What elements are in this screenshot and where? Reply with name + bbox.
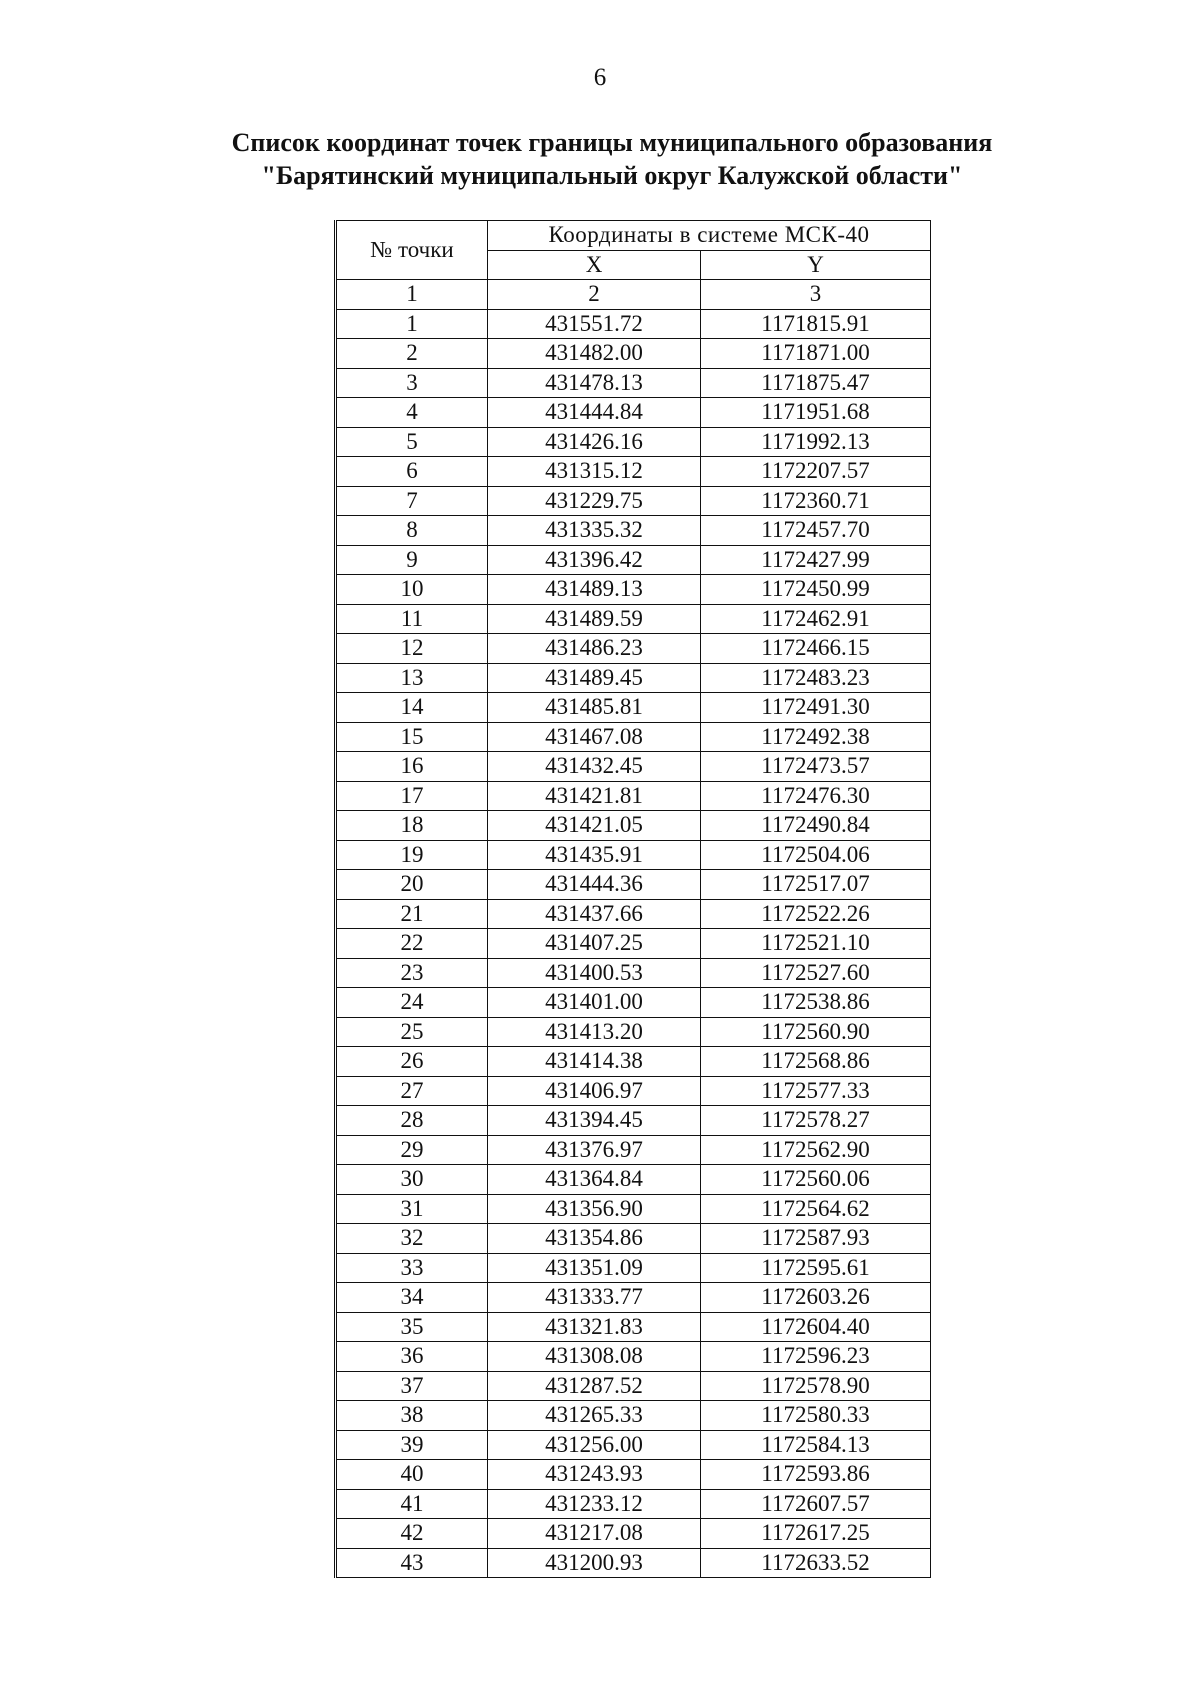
y-coordinate-cell: 1172521.10 <box>701 929 931 959</box>
table-row <box>336 958 931 988</box>
page-number: 6 <box>593 64 607 91</box>
y-coordinate-cell: 1172483.23 <box>701 663 931 693</box>
table-row <box>336 988 931 1018</box>
y-coordinate-cell: 1172490.84 <box>701 811 931 841</box>
y-coordinate-cell: 1172584.13 <box>701 1430 931 1460</box>
table-row <box>336 398 931 428</box>
point-number-cell: 2 <box>336 339 488 369</box>
header-coordinates: Координаты в системе МСК-40 <box>488 221 931 251</box>
x-coordinate-cell: 431467.08 <box>488 722 701 752</box>
point-number-cell: 5 <box>336 427 488 457</box>
x-coordinate-cell: 431414.38 <box>488 1047 701 1077</box>
table-header-row <box>336 221 931 251</box>
x-coordinate-cell: 431437.66 <box>488 899 701 929</box>
point-number-cell: 28 <box>336 1106 488 1136</box>
table-row <box>336 339 931 369</box>
x-coordinate-cell: 431485.81 <box>488 693 701 723</box>
table-row <box>336 1371 931 1401</box>
point-number-cell: 18 <box>336 811 488 841</box>
y-coordinate-cell: 1172360.71 <box>701 486 931 516</box>
table-row <box>336 840 931 870</box>
point-number-cell: 23 <box>336 958 488 988</box>
x-coordinate-cell: 431243.93 <box>488 1460 701 1490</box>
x-coordinate-cell: 431308.08 <box>488 1342 701 1372</box>
point-number-cell: 17 <box>336 781 488 811</box>
table-row <box>336 1342 931 1372</box>
table-row <box>336 1165 931 1195</box>
point-number-cell: 35 <box>336 1312 488 1342</box>
coordinates-table <box>334 220 931 1578</box>
point-number-cell: 26 <box>336 1047 488 1077</box>
x-coordinate-cell: 431478.13 <box>488 368 701 398</box>
table-row <box>336 1519 931 1549</box>
table-row <box>336 870 931 900</box>
y-coordinate-cell: 1172577.33 <box>701 1076 931 1106</box>
point-number-cell: 10 <box>336 575 488 605</box>
point-number-cell: 20 <box>336 870 488 900</box>
table-row <box>336 929 931 959</box>
x-coordinate-cell: 431287.52 <box>488 1371 701 1401</box>
header-point-number: № точки <box>336 221 488 280</box>
y-coordinate-cell: 1172562.90 <box>701 1135 931 1165</box>
point-number-cell: 24 <box>336 988 488 1018</box>
y-coordinate-cell: 1171815.91 <box>701 309 931 339</box>
x-coordinate-cell: 431406.97 <box>488 1076 701 1106</box>
y-coordinate-cell: 1172633.52 <box>701 1548 931 1578</box>
table-row <box>336 486 931 516</box>
x-coordinate-cell: 431489.59 <box>488 604 701 634</box>
y-coordinate-cell: 1171951.68 <box>701 398 931 428</box>
x-coordinate-cell: 431351.09 <box>488 1253 701 1283</box>
y-coordinate-cell: 1172595.61 <box>701 1253 931 1283</box>
x-coordinate-cell: 431335.32 <box>488 516 701 546</box>
x-coordinate-cell: 431486.23 <box>488 634 701 664</box>
table-row <box>336 1489 931 1519</box>
x-coordinate-cell: 431396.42 <box>488 545 701 575</box>
point-number-cell: 32 <box>336 1224 488 1254</box>
x-coordinate-cell: 431482.00 <box>488 339 701 369</box>
point-number-cell: 6 <box>336 457 488 487</box>
point-number-cell: 7 <box>336 486 488 516</box>
x-coordinate-cell: 431394.45 <box>488 1106 701 1136</box>
table-row <box>336 368 931 398</box>
point-number-cell: 29 <box>336 1135 488 1165</box>
y-coordinate-cell: 1172593.86 <box>701 1460 931 1490</box>
y-coordinate-cell: 1172596.23 <box>701 1342 931 1372</box>
y-coordinate-cell: 1172207.57 <box>701 457 931 487</box>
point-number-cell: 38 <box>336 1401 488 1431</box>
table-row <box>336 427 931 457</box>
x-coordinate-cell: 431489.13 <box>488 575 701 605</box>
table-row <box>336 1430 931 1460</box>
column-number: 3 <box>701 280 931 310</box>
x-coordinate-cell: 431217.08 <box>488 1519 701 1549</box>
x-coordinate-cell: 431401.00 <box>488 988 701 1018</box>
x-coordinate-cell: 431400.53 <box>488 958 701 988</box>
y-coordinate-cell: 1172450.99 <box>701 575 931 605</box>
header-y: Y <box>701 250 931 280</box>
y-coordinate-cell: 1172427.99 <box>701 545 931 575</box>
column-number: 2 <box>488 280 701 310</box>
y-coordinate-cell: 1172587.93 <box>701 1224 931 1254</box>
table-row <box>336 1135 931 1165</box>
y-coordinate-cell: 1172617.25 <box>701 1519 931 1549</box>
y-coordinate-cell: 1172564.62 <box>701 1194 931 1224</box>
table-row <box>336 1047 931 1077</box>
point-number-cell: 22 <box>336 929 488 959</box>
page-title <box>0 126 1200 192</box>
table-row <box>336 663 931 693</box>
table-body <box>336 309 931 1578</box>
point-number-cell: 16 <box>336 752 488 782</box>
x-coordinate-cell: 431432.45 <box>488 752 701 782</box>
y-coordinate-cell: 1172603.26 <box>701 1283 931 1313</box>
x-coordinate-cell: 431407.25 <box>488 929 701 959</box>
table-row <box>336 516 931 546</box>
column-numbering-row <box>336 280 931 310</box>
table-row <box>336 1312 931 1342</box>
point-number-cell: 27 <box>336 1076 488 1106</box>
point-number-cell: 13 <box>336 663 488 693</box>
table-row <box>336 457 931 487</box>
point-number-cell: 40 <box>336 1460 488 1490</box>
y-coordinate-cell: 1172604.40 <box>701 1312 931 1342</box>
point-number-cell: 11 <box>336 604 488 634</box>
table-row <box>336 722 931 752</box>
x-coordinate-cell: 431364.84 <box>488 1165 701 1195</box>
title-line-1: Список координат точек границы муниципального образования <box>231 128 993 157</box>
point-number-cell: 36 <box>336 1342 488 1372</box>
point-number-cell: 31 <box>336 1194 488 1224</box>
x-coordinate-cell: 431354.86 <box>488 1224 701 1254</box>
x-coordinate-cell: 431376.97 <box>488 1135 701 1165</box>
table-row <box>336 634 931 664</box>
point-number-cell: 3 <box>336 368 488 398</box>
y-coordinate-cell: 1172560.90 <box>701 1017 931 1047</box>
table-row <box>336 811 931 841</box>
y-coordinate-cell: 1171992.13 <box>701 427 931 457</box>
y-coordinate-cell: 1172580.33 <box>701 1401 931 1431</box>
table-row <box>336 1017 931 1047</box>
point-number-cell: 4 <box>336 398 488 428</box>
table-row <box>336 1460 931 1490</box>
y-coordinate-cell: 1172607.57 <box>701 1489 931 1519</box>
x-coordinate-cell: 431489.45 <box>488 663 701 693</box>
x-coordinate-cell: 431315.12 <box>488 457 701 487</box>
x-coordinate-cell: 431444.36 <box>488 870 701 900</box>
point-number-cell: 25 <box>336 1017 488 1047</box>
point-number-cell: 33 <box>336 1253 488 1283</box>
y-coordinate-cell: 1172522.26 <box>701 899 931 929</box>
x-coordinate-cell: 431413.20 <box>488 1017 701 1047</box>
y-coordinate-cell: 1172578.27 <box>701 1106 931 1136</box>
table-row <box>336 575 931 605</box>
table-row <box>336 545 931 575</box>
x-coordinate-cell: 431265.33 <box>488 1401 701 1431</box>
y-coordinate-cell: 1171871.00 <box>701 339 931 369</box>
point-number-cell: 42 <box>336 1519 488 1549</box>
point-number-cell: 9 <box>336 545 488 575</box>
table-row <box>336 1076 931 1106</box>
x-coordinate-cell: 431444.84 <box>488 398 701 428</box>
point-number-cell: 30 <box>336 1165 488 1195</box>
point-number-cell: 43 <box>336 1548 488 1578</box>
point-number-cell: 12 <box>336 634 488 664</box>
x-coordinate-cell: 431333.77 <box>488 1283 701 1313</box>
title-line-2: "Барятинский муниципальный округ Калужской области" <box>261 161 963 190</box>
column-number: 1 <box>336 280 488 310</box>
y-coordinate-cell: 1172476.30 <box>701 781 931 811</box>
y-coordinate-cell: 1172504.06 <box>701 840 931 870</box>
point-number-cell: 39 <box>336 1430 488 1460</box>
table-row <box>336 1401 931 1431</box>
point-number-cell: 8 <box>336 516 488 546</box>
table-row <box>336 604 931 634</box>
y-coordinate-cell: 1172578.90 <box>701 1371 931 1401</box>
table-row <box>336 1194 931 1224</box>
y-coordinate-cell: 1172457.70 <box>701 516 931 546</box>
table-row <box>336 1283 931 1313</box>
x-coordinate-cell: 431551.72 <box>488 309 701 339</box>
x-coordinate-cell: 431435.91 <box>488 840 701 870</box>
point-number-cell: 41 <box>336 1489 488 1519</box>
x-coordinate-cell: 431229.75 <box>488 486 701 516</box>
point-number-cell: 19 <box>336 840 488 870</box>
point-number-cell: 21 <box>336 899 488 929</box>
header-x: X <box>488 250 701 280</box>
y-coordinate-cell: 1172491.30 <box>701 693 931 723</box>
table-row <box>336 752 931 782</box>
y-coordinate-cell: 1171875.47 <box>701 368 931 398</box>
table-row <box>336 693 931 723</box>
y-coordinate-cell: 1172492.38 <box>701 722 931 752</box>
point-number-cell: 34 <box>336 1283 488 1313</box>
y-coordinate-cell: 1172527.60 <box>701 958 931 988</box>
y-coordinate-cell: 1172568.86 <box>701 1047 931 1077</box>
table-row <box>336 309 931 339</box>
x-coordinate-cell: 431321.83 <box>488 1312 701 1342</box>
point-number-cell: 1 <box>336 309 488 339</box>
x-coordinate-cell: 431233.12 <box>488 1489 701 1519</box>
y-coordinate-cell: 1172517.07 <box>701 870 931 900</box>
point-number-cell: 37 <box>336 1371 488 1401</box>
point-number-cell: 14 <box>336 693 488 723</box>
x-coordinate-cell: 431421.81 <box>488 781 701 811</box>
table-row <box>336 899 931 929</box>
x-coordinate-cell: 431256.00 <box>488 1430 701 1460</box>
x-coordinate-cell: 431426.16 <box>488 427 701 457</box>
table-row <box>336 1224 931 1254</box>
y-coordinate-cell: 1172466.15 <box>701 634 931 664</box>
table-row <box>336 781 931 811</box>
point-number-cell: 15 <box>336 722 488 752</box>
table-row <box>336 1253 931 1283</box>
table-row <box>336 1106 931 1136</box>
y-coordinate-cell: 1172560.06 <box>701 1165 931 1195</box>
y-coordinate-cell: 1172462.91 <box>701 604 931 634</box>
table-row <box>336 1548 931 1578</box>
x-coordinate-cell: 431421.05 <box>488 811 701 841</box>
y-coordinate-cell: 1172473.57 <box>701 752 931 782</box>
y-coordinate-cell: 1172538.86 <box>701 988 931 1018</box>
x-coordinate-cell: 431356.90 <box>488 1194 701 1224</box>
x-coordinate-cell: 431200.93 <box>488 1548 701 1578</box>
